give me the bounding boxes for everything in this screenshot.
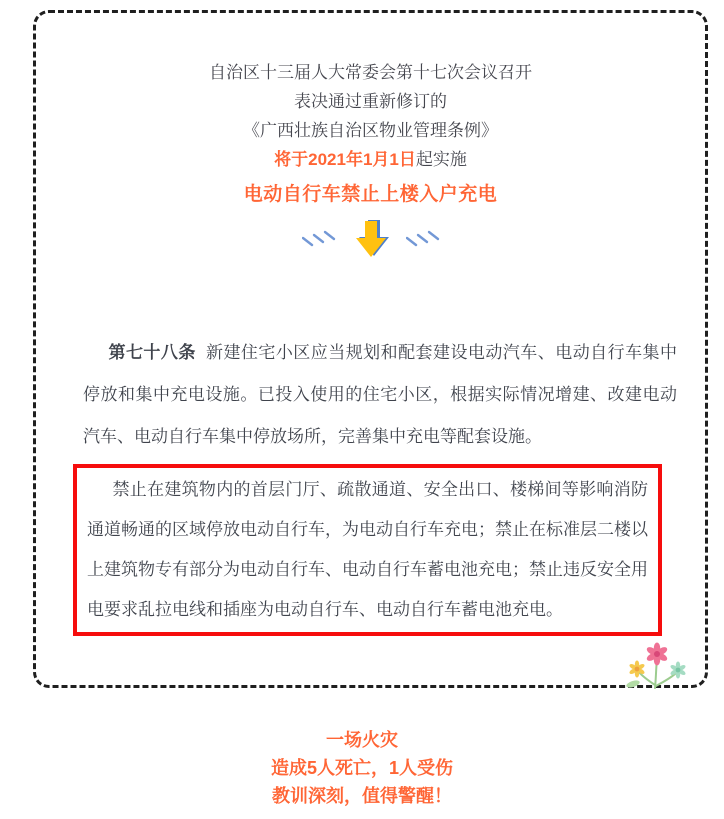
notice-card: [33, 10, 708, 688]
footer-line-1: 一场火灾: [326, 730, 398, 750]
header-line-4: [36, 145, 705, 174]
effective-date: 将于2021年1月1日: [274, 150, 416, 169]
footer-line-3: 教训深刻，值得警醒！: [272, 786, 452, 806]
speed-lines-icon: [406, 229, 440, 256]
header-block: [36, 58, 705, 174]
prohibition-box: [73, 464, 662, 636]
footer-line-2: 造成5人死亡，1人受伤: [270, 758, 454, 778]
speed-lines-icon: [302, 229, 336, 256]
down-arrow-icon: [348, 218, 394, 267]
footer-warning: [0, 726, 724, 810]
prohibition-text: 禁止在建筑物内的首层门厅、疏散通道、安全出口、楼梯间等影响消防通道畅通的区域停放电动自行车，为电动自行车充电；禁止在标准层二楼以上建筑物专有部分为电动自行车、电动自行车蓄电池充电；禁止违反安全用电要求乱拉电线和插座为电动自行车、电动自行车蓄电池充电。: [87, 480, 648, 619]
headline: 电动自行车禁止上楼入户充电: [243, 184, 498, 205]
effective-date-suffix: 起实施: [415, 150, 467, 169]
article-number: 第七十八条: [108, 343, 196, 362]
header-line-3: 《广西壮族自治区物业管理条例》: [243, 121, 498, 140]
header-line-1: 自治区十三届人大常委会第十七次会议召开: [209, 63, 532, 82]
article-body: 新建住宅小区应当规划和配套建设电动汽车、电动自行车集中停放和集中充电设施。已投入使用的住宅小区，根据实际情况增建、改建电动汽车、电动自行车集中停放场所，完善集中充电等配套设施。: [83, 343, 678, 446]
article-paragraph: [83, 332, 677, 458]
arrow-row: [36, 220, 705, 264]
header-line-2: 表决通过重新修订的: [294, 92, 447, 111]
flower-cluster-icon: [623, 641, 689, 689]
